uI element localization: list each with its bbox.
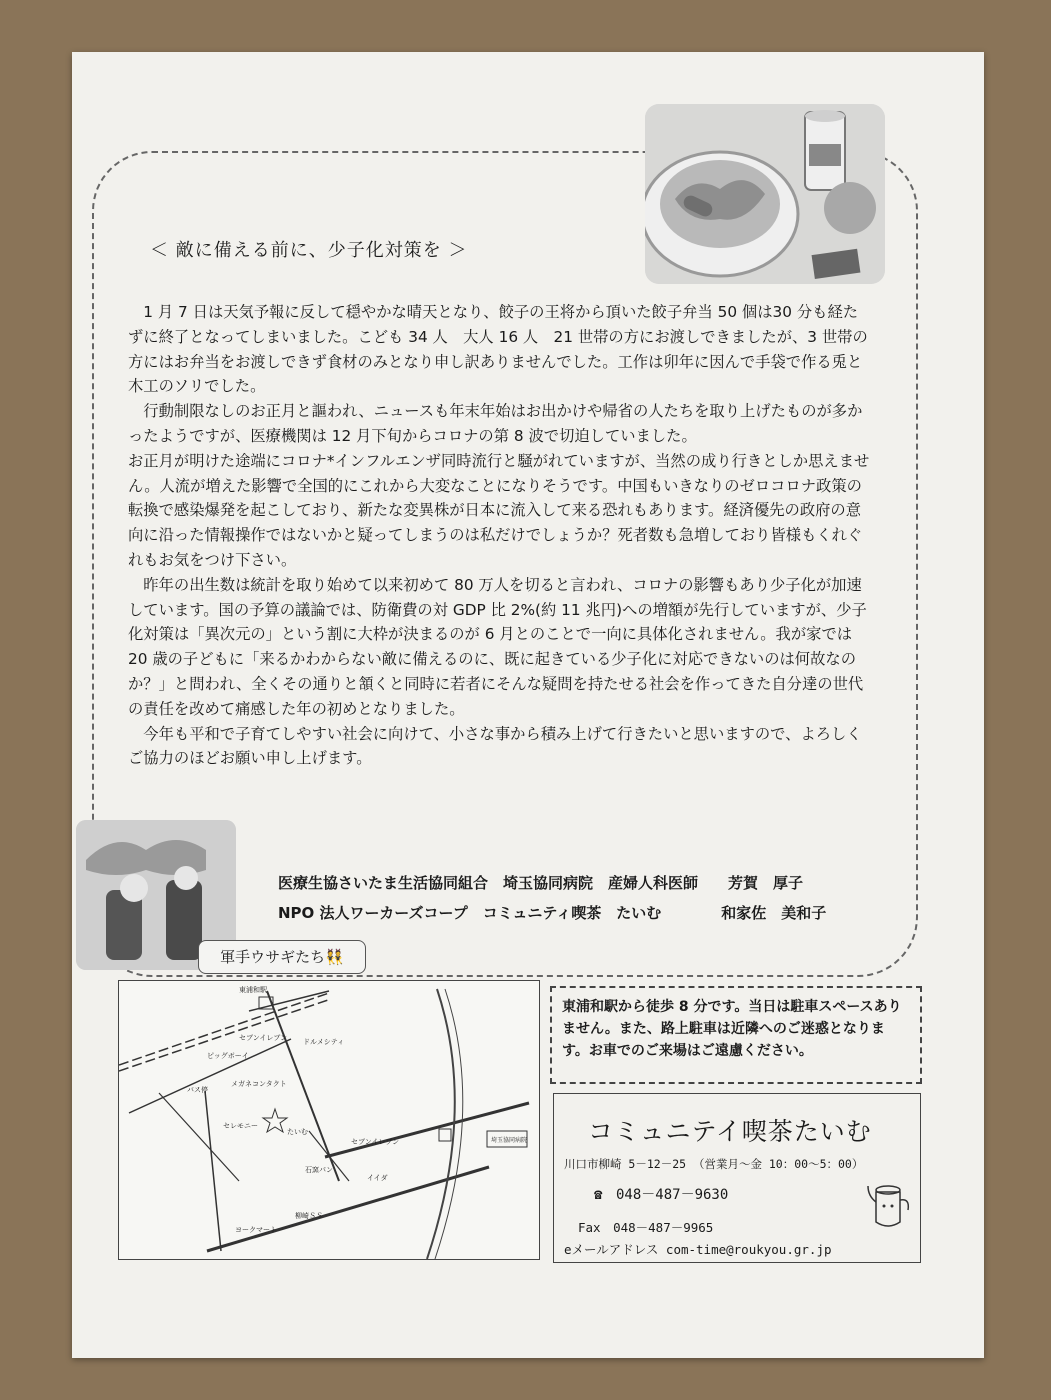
photo-caption: 軍手ウサギたち👯 xyxy=(198,940,366,974)
gyoza-bento-photo xyxy=(645,104,885,284)
paragraph: 今年も平和で子育てしやすい社会に向けて、小さな事から積み上げて行きたいと思いますので、よろしくご協力のほどお願い申し上げます。 xyxy=(128,724,862,768)
map-label-pigboy: ピッグボーイ xyxy=(207,1052,249,1060)
teapot-icon xyxy=(866,1172,912,1232)
map-label-ceremony: セレモニー xyxy=(223,1122,258,1130)
map-label-megane: メガネコンタクト xyxy=(231,1080,287,1088)
signature-line-1: 医療生協さいたま生活協同組合 埼玉協同病院 産婦人科医師 芳賀 厚子 xyxy=(278,874,804,892)
paragraph: 昨年の出生数は統計を取り始めて以来初めて 80 万人を切ると言われ、コロナの影響もあり少子化が加速しています。国の予算の議論では、防衛費の対 GDP 比 2%(約 11 兆円)への増額が先行していますが、少子化対策は「異次元の」という割に大枠が決まるのが 6 月とのことで一向に具体化されません。我が家では 20 歳の子どもに「来るかわからない敵に備えるのに、既に起きている少子化に対応できないのは何故なのか？」と問われ、全くその通りと頷くと同時に若者にそんな疑問を持たせる社会を作ってきた自分達の世代の責任を改めて痛感した年の初めとなりました。 xyxy=(128,575,867,718)
paragraph: お正月が明けた途端にコロナ*インフルエンザ同時流行と騒がれていますが、当然の成り行きとしか思えません。人流が増えた影響で全国的にこれから大変なことになりそうです。中国もいきなりのゼロコロナ政策の転換で感染爆発を起こしており、新たな変異株が日本に流入して来る恐れもあります。経済優先の政府の意向に沿った情報操作ではないかと疑ってしまうのは私だけでしょうか？死者数も急増しており皆様もくれぐれもお気をつけ下さい。 xyxy=(128,451,870,569)
map-label-taimu: たいむ xyxy=(287,1128,308,1136)
tel-number: 048－487－9630 xyxy=(616,1187,729,1203)
cafe-address: 川口市柳崎 5－12－25 （営業月～金 10：00～5：00） xyxy=(564,1157,864,1171)
cafe-name: コミュニテイ喫茶たいむ xyxy=(588,1117,872,1146)
map-label-dolmeciti: ドルメシティ xyxy=(303,1038,345,1046)
article-title: ＜ 敵に備える前に、少子化対策を ＞ xyxy=(150,240,468,261)
map-label-station: 東浦和駅 xyxy=(239,986,267,994)
map-label-bus: バス停 xyxy=(187,1086,208,1094)
signature-line-2: NPO 法人ワーカーズコープ コミュニティ喫茶 たいむ 和家佐 美和子 xyxy=(278,904,827,922)
article-body xyxy=(128,300,870,771)
map-label-bakery: 石窯パン xyxy=(305,1166,333,1174)
map-label-ss: 柳崎ＳＳ xyxy=(295,1212,323,1220)
cafe-info-box xyxy=(553,1093,921,1263)
parking-notice: 東浦和駅から徒歩 8 分です。当日は駐車スペースありません。また、路上駐車は近隣へのご迷惑となります。お車でのご来場はご遠慮ください。 xyxy=(550,986,922,1084)
map-label-yorkmart: ヨークマート xyxy=(235,1226,277,1234)
phone-icon: ☎ xyxy=(594,1187,603,1203)
cafe-fax: Fax 048－487－9965 xyxy=(578,1220,714,1235)
access-map xyxy=(118,980,540,1260)
cafe-email: eメールアドレス com-time@roukyou.gr.jp xyxy=(564,1242,832,1257)
map-label-711: セブンイレブン xyxy=(239,1034,288,1042)
map-label-iida: イイダ xyxy=(367,1174,388,1182)
map-label-711-2: セブンイレブン xyxy=(351,1138,400,1146)
paragraph: 行動制限なしのお正月と謳われ、ニュースも年末年始はお出かけや帰省の人たちを取り上げたものが多かったようですが、医療機関は 12 月下旬からコロナの第 8 波で切迫していました。 xyxy=(128,402,863,445)
paragraph: 1 月 7 日は天気予報に反して穏やかな晴天となり、餃子の王将から頂いた餃子弁当 50 個は30 分も経たずに終了となってしまいました。こども 34 人 大人 16 人 21 世帯の方にお渡しできましたが、3 世帯の方にはお弁当をお渡しできず食材のみとなり申し訳ありませんでした。工作は卯年に因んで手袋で作る兎と木工のソリでした。 xyxy=(128,303,868,396)
map-label-hospital: 埼玉協同病院 xyxy=(491,1137,528,1144)
cafe-tel xyxy=(594,1184,728,1204)
